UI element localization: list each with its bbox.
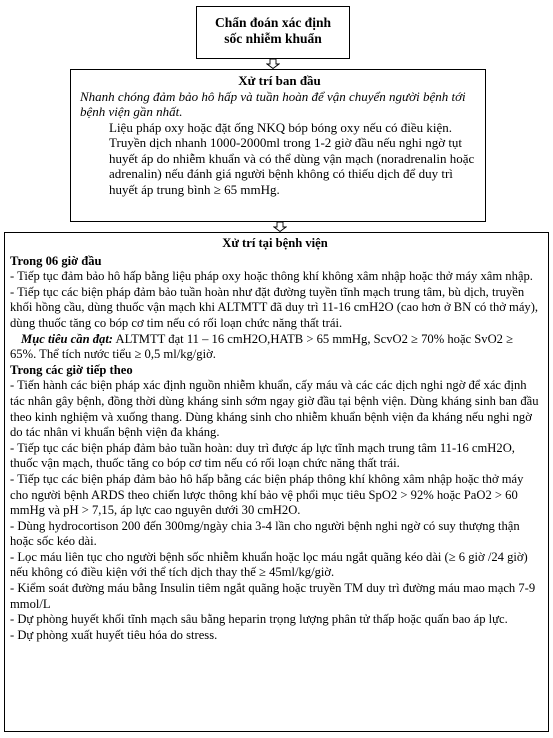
diagnosis-box [196, 6, 350, 59]
down-arrow-icon [273, 222, 287, 232]
initial-treatment-title: Xử trí ban đầu [238, 73, 321, 88]
following-hours-item: - Tiếp tục các biện pháp đảm bảo hô hấp bằng các biện pháp thông khí không xâm nhập hoặc thở máy cho người bệnh ARDS theo chiến lược thông khí bảo vệ phổi mục tiêu SpO2 > 92% hoặc PaO2 > 60 mmHg và pH > 7,15, áp lực cao nguyên dưới 30 cmH2O. [10, 471, 524, 518]
first-6-hours-item: - Tiếp tục các biện pháp đảm bảo tuần hoàn như đặt đường tuyền tĩnh mạch trung tâm, bù dịch, truyền khối hồng cầu, dùng thuốc vận mạch khi ALTMTT đã duy trì 11-16 cmH2O (cao hơn ở BN có thở máy), dùng thuốc tăng co bóp cơ tim nếu có rối loạn chức năng thất trái. [10, 284, 539, 330]
following-hours-item: - Tiếp tục các biện pháp đảm bảo tuần hoàn: duy trì được áp lực tĩnh mạch trung tâm 11-16 cmH2O, thuốc vận mạch, thuốc tăng co bóp cơ tim nếu có rối loạn chức năng thất trái. [10, 440, 515, 471]
following-hours-item: - Dự phòng xuất huyết tiêu hóa do stress. [10, 627, 218, 642]
down-arrow-icon [266, 59, 280, 69]
target-goals-text: ALTMTT đạt 11 – 16 cmH2O,HATB > 65 mmHg, ScvO2 ≥ 70% hoặc SvO2 ≥ 65%. Thể tích nước tiểu ≥ 0,5 ml/kg/giờ. [10, 331, 514, 362]
target-goals-label: Mục tiêu cần đạt: [21, 331, 114, 346]
following-hours-item: - Dự phòng huyết khối tĩnh mạch sâu bằng heparin trọng lượng phân tử thấp hoặc quấn bao áp lực. [10, 612, 508, 627]
target-goals [10, 332, 540, 363]
following-hours-item: - Dùng hydrocortison 200 đến 300mg/ngày chia 3-4 lần cho người bệnh nghi ngờ có suy thượng thận hoặc sốc kéo dài. [10, 518, 520, 549]
following-hours-item: - Tiến hành các biện pháp xác định nguồn nhiễm khuẩn, cấy máu và các các dịch nghi ngờ để xác định tác nhân gây bệnh, đồng thời dùng kháng sinh sớm ngay giờ đầu tại bệnh viện. Dùng kháng sinh ban đầu theo kinh nghiệm và xuống thang. Dùng kháng sinh cho nhiễm khuẩn bệnh viện đa kháng nếu nghi ngờ do tác nhân vi khuẩn bệnh viện đa kháng. [10, 378, 539, 440]
hospital-treatment-title: Xử trí tại bệnh viện [222, 236, 328, 250]
initial-treatment-body: Liệu pháp oxy hoặc đặt ống NKQ bóp bóng oxy nếu có điều kiện. Truyền dịch nhanh 1000-2000ml trong 1-2 giờ đầu nếu nghi ngờ tụt huyết áp do nhiễm khuẩn và có thể dùng vận mạch (noradrenalin hoặc adrenalin) nếu đánh giá người bệnh không có thiếu dịch để duy trì huyết áp trung bình ≥ 65 mmHg. [109, 119, 475, 197]
diagnosis-line-2: sốc nhiễm khuẩn [224, 31, 322, 46]
following-hours-item: - Lọc máu liên tục cho người bệnh sốc nhiễm khuẩn hoặc lọc máu ngắt quãng kéo dài (≥ 6 giờ /24 giờ) nếu không có điều kiện với thể tích dịch thay thế ≥ 45ml/kg/giờ. [10, 549, 528, 580]
hospital-treatment-box [4, 232, 549, 732]
following-hours-heading: Trong các giờ tiếp theo [10, 362, 133, 377]
first-6-hours-heading: Trong 06 giờ đầu [10, 253, 102, 268]
diagnosis-line-1: Chẩn đoán xác định [215, 15, 331, 30]
initial-treatment-intro: Nhanh chóng đảm bảo hô hấp và tuần hoàn để vận chuyển người bệnh tới bệnh viện gần nhất. [80, 88, 466, 119]
first-6-hours-item: - Tiếp tục đảm bảo hô hấp bằng liệu pháp oxy hoặc thông khí không xâm nhập hoặc thở máy xâm nhập. [10, 269, 533, 284]
initial-treatment-box [70, 69, 486, 222]
following-hours-item: - Kiểm soát đường máu bằng Insulin tiêm ngắt quãng hoặc truyền TM duy trì đường máu mao mạch 7-9 mmol/L [10, 581, 536, 611]
